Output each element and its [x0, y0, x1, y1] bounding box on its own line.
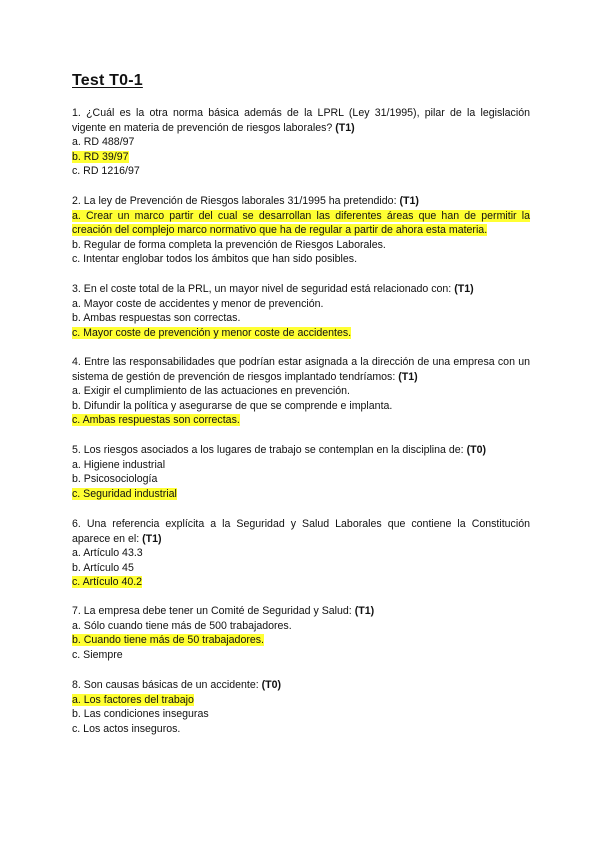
- topic-tag: (T0): [466, 444, 486, 456]
- option-b: b. Regular de forma completa la prevención de Riesgos Laborales.: [72, 238, 386, 251]
- question-5: [72, 443, 530, 501]
- option-c: c. Los actos inseguros.: [72, 722, 181, 735]
- highlighted-answer: c. Seguridad industrial: [72, 487, 177, 500]
- highlighted-answer: a. Crear un marco partir del cual se desarrollan las diferentes áreas que han de permitir la creación del complejo marco normativo que ha de regular a partir de ahora esta materia.: [72, 209, 530, 237]
- option-b: b. Psicosociología: [72, 473, 158, 486]
- option-c: [72, 413, 530, 428]
- page-title: Test T0-1: [72, 72, 143, 89]
- question-2: [72, 194, 530, 267]
- option-b: b. Difundir la política y asegurarse de que se comprende e implanta.: [72, 399, 393, 412]
- option-a: a. Mayor coste de accidentes y menor de prevención.: [72, 297, 324, 310]
- question-stem: 5. Los riesgos asociados a los lugares de trabajo se contemplan en la disciplina de: (T0): [72, 444, 486, 456]
- topic-tag: (T1): [399, 195, 419, 207]
- option-b: b. Artículo 45: [72, 561, 134, 574]
- topic-tag: (T1): [335, 121, 355, 134]
- question-3: [72, 282, 530, 340]
- option-a: a. Artículo 43.3: [72, 547, 143, 560]
- option-a: [72, 209, 530, 238]
- topic-tag: (T1): [454, 283, 474, 295]
- question-1: [72, 106, 530, 179]
- option-c: c. Intentar englobar todos los ámbitos que han sido posibles.: [72, 253, 358, 266]
- question-stem: 6. Una referencia explícita a la Seguridad y Salud Laborales que contiene la Constitución aparece en el: (T1): [72, 518, 530, 545]
- question-stem: 3. En el coste total de la PRL, un mayor nivel de seguridad está relacionado con: (T1): [72, 283, 474, 295]
- topic-tag: (T1): [398, 370, 418, 383]
- highlighted-answer: a. Los factores del trabajo: [72, 693, 194, 706]
- option-c: [72, 487, 530, 502]
- option-b: [72, 150, 530, 165]
- question-8: [72, 678, 530, 736]
- option-c: [72, 575, 530, 590]
- highlighted-answer: c. Mayor coste de prevención y menor coste de accidentes.: [72, 326, 352, 339]
- question-stem: 8. Son causas básicas de un accidente: (T0): [72, 679, 282, 691]
- option-b: b. Ambas respuestas son correctas.: [72, 312, 241, 325]
- question-stem: 7. La empresa debe tener un Comité de Seguridad y Salud: (T1): [72, 605, 375, 617]
- topic-tag: (T1): [142, 532, 162, 545]
- option-c: c. Siempre: [72, 648, 123, 661]
- question-stem: 1. ¿Cuál es la otra norma básica además de la LPRL (Ley 31/1995), pilar de la legislación vigente en materia de prevención de riesgos laborales? (T1): [72, 107, 530, 134]
- option-a: a. RD 488/97: [72, 136, 135, 149]
- question-4: [72, 355, 530, 428]
- option-b: b. Las condiciones inseguras: [72, 708, 209, 721]
- question-stem: 4. Entre las responsabilidades que podrían estar asignada a la dirección de una empresa con un sistema de gestión de prevención de riesgos implantado tendríamos: (T1): [72, 356, 530, 383]
- option-c: [72, 326, 530, 341]
- question-7: [72, 604, 530, 662]
- option-a: a. Higiene industrial: [72, 458, 166, 471]
- topic-tag: (T1): [354, 605, 375, 617]
- option-a: a. Sólo cuando tiene más de 500 trabajadores.: [72, 619, 292, 632]
- question-stem: 2. La ley de Prevención de Riesgos laborales 31/1995 ha pretendido: (T1): [72, 195, 419, 207]
- highlighted-answer: b. RD 39/97: [72, 150, 129, 163]
- question-6: [72, 517, 530, 590]
- highlighted-answer: c. Artículo 40.2: [72, 576, 143, 589]
- option-c: c. RD 1216/97: [72, 165, 140, 178]
- highlighted-answer: c. Ambas respuestas son correctas.: [72, 414, 240, 427]
- option-a: a. Exigir el cumplimiento de las actuaciones en prevención.: [72, 385, 350, 398]
- option-a: [72, 693, 530, 708]
- highlighted-answer: b. Cuando tiene más de 50 trabajadores.: [72, 634, 264, 647]
- topic-tag: (T0): [261, 679, 282, 691]
- option-b: [72, 633, 530, 648]
